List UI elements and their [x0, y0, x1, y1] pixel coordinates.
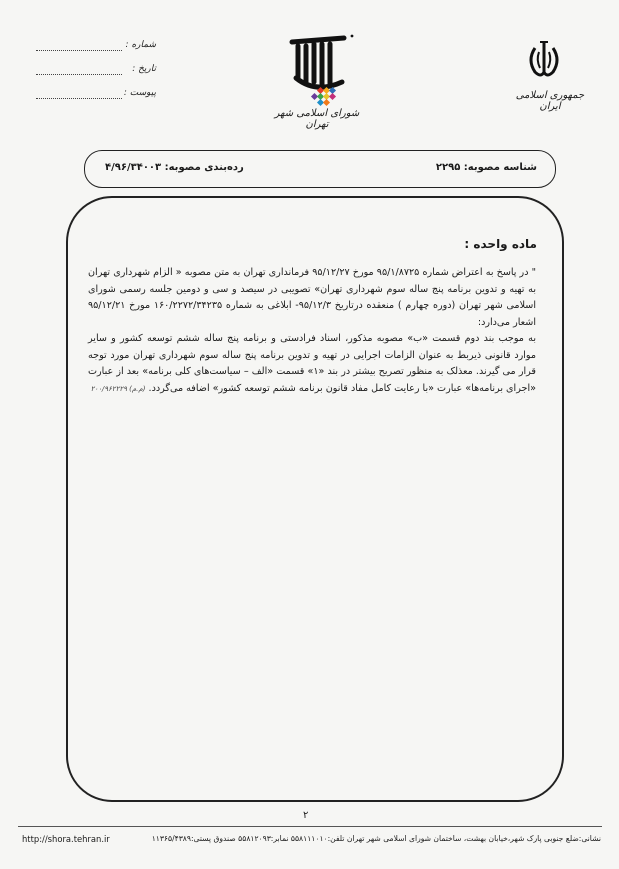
- page-number: ۲: [303, 810, 309, 821]
- date-dotted-line: [36, 74, 122, 75]
- paragraph-1: " در پاسخ به اعتراض شماره ۹۵/۱/۸۷۲۵ مورخ ۹۵/۱۲/۲۷ فرمانداری تهران به متن مصوبه « الزام شهرداری تهران به تهیه و تدوین برنامه پنج ساله سوم شهرداری تهران» تصویبی در سیصد و سی و دومین جلسه رسمی شورای اسلامی شهر تهران (دوره چهارم ) منعقده درتاریخ ۹۵/۱۲/۳- ابلاغی به شماره ۱۶۰/۲۲۷۲/۳۴۲۳۵ مورخ ۹۵/۱۲/۲۱ اشعار می‌دارد:: [88, 267, 536, 328]
- paragraph-2: [88, 331, 536, 397]
- date-row: [36, 64, 156, 88]
- footer-divider: [18, 826, 602, 827]
- number-row: [36, 40, 156, 64]
- date-label: تاریخ :: [132, 64, 156, 74]
- approval-classification: رده‌بندی مصوبه: ۴/۹۶/۳۴۰۰۳: [105, 162, 244, 173]
- signature-code: (م.م) ۲۰۰/۹۶۲۲۲۹: [90, 384, 146, 393]
- paragraph-2-text: به موجب بند دوم قسمت «ب» مصوبه مذکور، اسناد فرادستی و برنامه پنج ساله ششم توسعه کشور و سایر موارد قانونی ذیربط به عنوان الزامات اجرایی در تهیه و تدوین برنامه پنج ساله سوم شهرداری تهران مورد توجه قرار می گیرند. معذلک به منظور تصریح بیشتر در بند «۱» قسمت «الف – سیاست‌های کلی برنامه» بعد از عبارت «اجرای برنامه‌ها» عبارت «با رعایت کامل مفاد قانون برنامه ششم توسعه کشور» اضافه می‌گردد.: [88, 333, 536, 394]
- attachment-dotted-line: [36, 98, 122, 99]
- attachment-row: [36, 88, 156, 112]
- emblem-icon: [523, 38, 565, 86]
- letter-meta: [36, 40, 156, 112]
- approval-id-bar: [84, 150, 556, 188]
- logo-square: [323, 99, 330, 106]
- council-logo: [272, 30, 362, 110]
- number-label: شماره :: [125, 40, 156, 50]
- council-name: شورای اسلامی شهر تهران: [274, 108, 360, 130]
- article-body: [88, 265, 536, 397]
- republic-name: جمهوری اسلامی ایران: [515, 90, 585, 112]
- footer-url-link[interactable]: http://shora.tehran.ir: [22, 834, 110, 844]
- logo-square: [329, 93, 336, 100]
- number-dotted-line: [36, 50, 122, 51]
- approval-id: شناسه مصوبه: ۲۲۹۵: [435, 162, 537, 173]
- article-title: ماده واحده :: [464, 237, 537, 251]
- attachment-label: پیوست :: [123, 88, 156, 98]
- footer-address: نشانی:ضلع جنوبی پارک شهر،خیابان بهشت، ساختمان شورای اسلامی شهر تهران تلفن:۵۵۸۱۱۱۰۱۰ نمابر:۵۵۸۱۲۰۹۳ صندوق پستی:۱۱۳۶۵/۴۳۸۹: [151, 834, 601, 843]
